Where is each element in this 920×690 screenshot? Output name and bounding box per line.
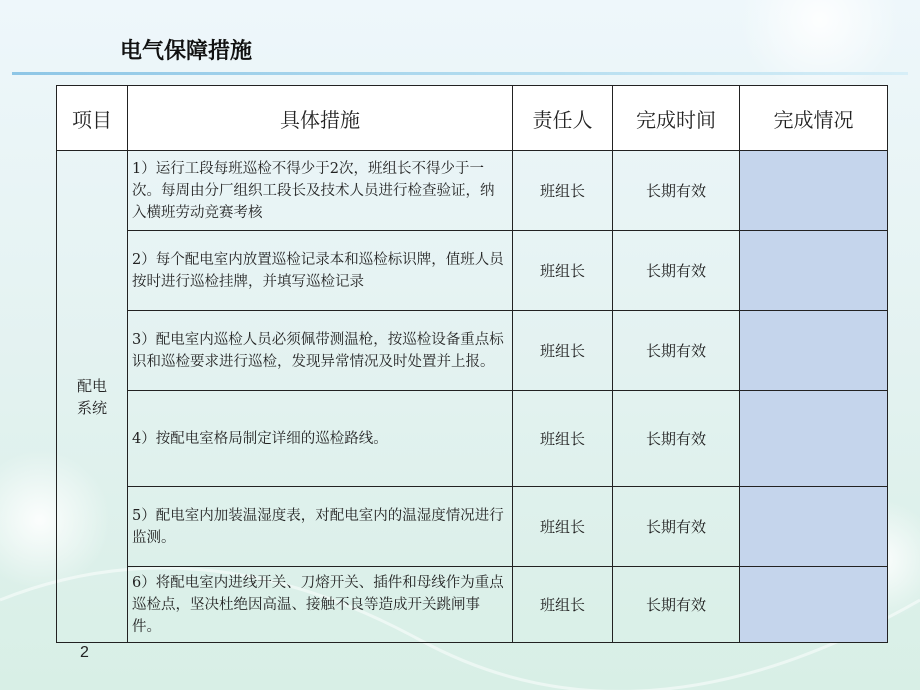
measure-cell: 6）将配电室内进线开关、刀熔开关、插件和母线作为重点巡检点，坚决杜绝因高温、接触不良等造成开关跳闸事件。 — [128, 567, 513, 643]
category-cell — [57, 151, 128, 643]
header-measure: 具体措施 — [128, 86, 513, 151]
deadline-cell: 长期有效 — [613, 391, 740, 487]
title-divider — [12, 72, 908, 75]
measure-cell: 3）配电室内巡检人员必须佩带测温枪，按巡检设备重点标识和巡检要求进行巡检，发现异常情况及时处置并上报。 — [128, 311, 513, 391]
table-row — [57, 487, 888, 567]
table-row — [57, 391, 888, 487]
status-cell[interactable] — [740, 151, 888, 231]
page-title: 电气保障措施 — [120, 39, 253, 64]
status-cell[interactable] — [740, 487, 888, 567]
header-deadline: 完成时间 — [613, 86, 740, 151]
owner-cell: 班组长 — [513, 231, 613, 311]
owner-cell: 班组长 — [513, 151, 613, 231]
deadline-cell: 长期有效 — [613, 231, 740, 311]
owner-cell: 班组长 — [513, 391, 613, 487]
page-number: 2 — [80, 644, 89, 661]
measure-cell: 5）配电室内加装温湿度表，对配电室内的温湿度情况进行监测。 — [128, 487, 513, 567]
status-cell[interactable] — [740, 391, 888, 487]
table-row — [57, 231, 888, 311]
deadline-cell: 长期有效 — [613, 151, 740, 231]
header-status: 完成情况 — [740, 86, 888, 151]
deadline-cell: 长期有效 — [613, 311, 740, 391]
deadline-cell: 长期有效 — [613, 567, 740, 643]
status-cell[interactable] — [740, 311, 888, 391]
measure-cell: 4）按配电室格局制定详细的巡检路线。 — [128, 391, 513, 487]
owner-cell: 班组长 — [513, 311, 613, 391]
header-item: 项目 — [57, 86, 128, 151]
owner-cell: 班组长 — [513, 567, 613, 643]
table-row — [57, 151, 888, 231]
status-cell[interactable] — [740, 567, 888, 643]
table-header-row — [57, 86, 888, 151]
table-row — [57, 567, 888, 643]
owner-cell: 班组长 — [513, 487, 613, 567]
header-owner: 责任人 — [513, 86, 613, 151]
measures-table — [56, 85, 888, 643]
table-row — [57, 311, 888, 391]
deadline-cell: 长期有效 — [613, 487, 740, 567]
measure-cell: 2）每个配电室内放置巡检记录本和巡检标识牌，值班人员按时进行巡检挂牌，并填写巡检记录 — [128, 231, 513, 311]
status-cell[interactable] — [740, 231, 888, 311]
measure-cell: 1）运行工段每班巡检不得少于2次，班组长不得少于一次。每周由分厂组织工段长及技术人员进行检查验证，纳入横班劳动竞赛考核 — [128, 151, 513, 231]
category-label: 配电 系统 — [76, 376, 107, 417]
